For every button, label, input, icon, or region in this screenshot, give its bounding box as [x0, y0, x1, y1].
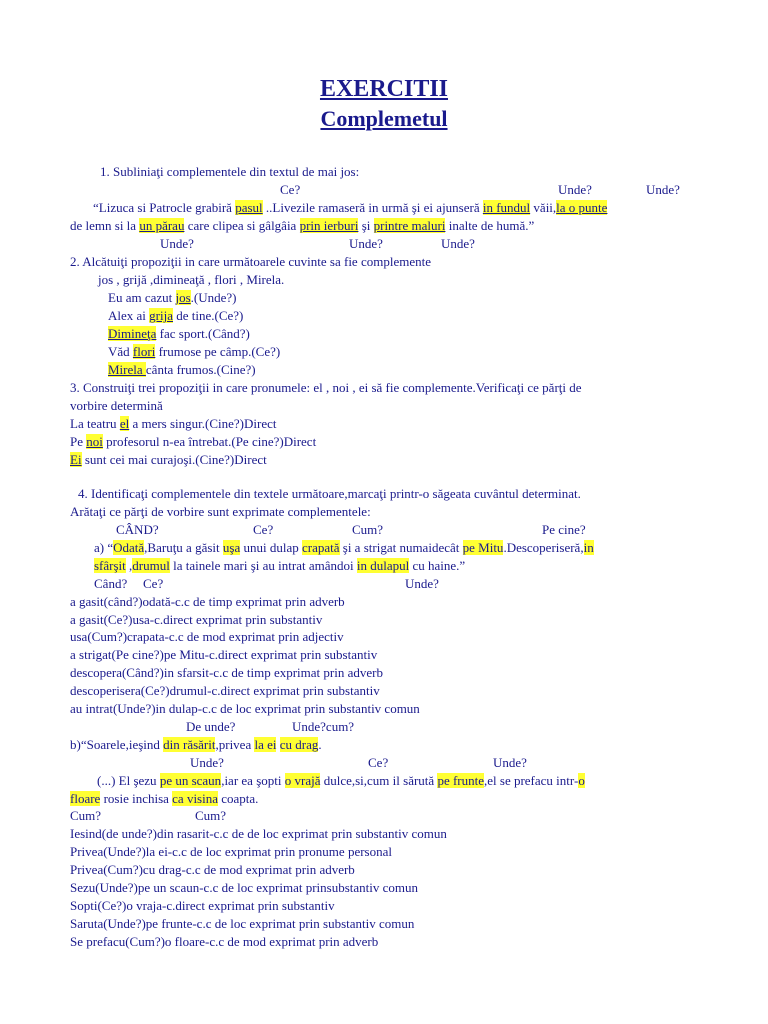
text-run: unui dulap: [240, 540, 302, 555]
question-label: Pe cine?: [542, 522, 586, 537]
text-run: dulce,si,cum il sărută: [320, 773, 438, 788]
highlighted-complement: drumul: [132, 558, 170, 573]
question-label: Unde?: [441, 236, 475, 251]
text-run: .: [318, 737, 322, 752]
highlighted-complement: uşa: [222, 540, 241, 555]
ex2-sentence: [108, 362, 256, 378]
question-label: Ce?: [280, 182, 301, 197]
question-label: Unde?: [646, 182, 680, 197]
ex2-instruction: 2. Alcătuiţi propoziţii in care următoarele cuvinte sa fie complemente: [70, 254, 431, 269]
answer-line: Privea(Unde?)la ei-c.c de loc exprimat prin pronume personal: [70, 844, 392, 859]
answer-line: Iesind(de unde?)din rasarit-c.c de de loc exprimat prin substantiv comun: [70, 826, 447, 841]
text-run: ,Baruţu a găsit: [144, 540, 223, 555]
highlighted-complement: sfârşit: [94, 558, 126, 573]
question-label: Când?: [94, 576, 128, 591]
ex2-sentence: [108, 344, 280, 360]
answer-line: a gasit(când?)odată-c.c de timp exprimat prin adverb: [70, 594, 345, 609]
highlighted-complement: jos: [175, 290, 191, 305]
ex1-text-line: [93, 200, 607, 216]
highlighted-complement: o: [578, 773, 585, 788]
text-run: Alex ai: [108, 308, 150, 323]
text-run: ..Livezile ramaseră in urmă şi ei ajunseră: [262, 200, 483, 215]
question-label: Unde?cum?: [292, 719, 355, 734]
text-run: fac sport.(Când?): [156, 326, 250, 341]
highlighted-complement: noi: [86, 434, 103, 449]
text-run: .Descoperiseră,: [503, 540, 584, 555]
ex2-sentence: [108, 290, 237, 306]
highlighted-complement: floare: [70, 791, 101, 806]
text-run: cânta frumos.(Cine?): [145, 362, 256, 377]
answer-line: descoperisera(Ce?)drumul-c.direct exprimat prin substantiv: [70, 683, 380, 698]
text-run: ,el se prefacu intr-: [484, 773, 579, 788]
text-run: la tainele mari şi au intrat amândoi: [169, 558, 357, 573]
ex4-text-line: [94, 540, 594, 556]
text-run: Eu am cazut: [108, 290, 176, 305]
ex4-text-line: [70, 737, 322, 753]
highlighted-complement: in: [583, 540, 594, 555]
ex4-text-line: [70, 791, 258, 807]
answer-line: Se prefacu(Cum?)o floare-c.c de mod exprimat prin adverb: [70, 934, 379, 949]
question-label: Ce?: [253, 522, 274, 537]
highlighted-complement: printre maluri: [373, 218, 446, 233]
text-run: rosie inchisa: [100, 791, 173, 806]
question-label: Cum?: [70, 808, 102, 823]
ex4-text-line: [94, 558, 465, 574]
question-label: De unde?: [186, 719, 236, 734]
answer-line: Sezu(Unde?)pe un scaun-c.c de loc exprimat prinsubstantiv comun: [70, 880, 418, 895]
text-run: profesorul n-ea întrebat.(Pe cine?)Direct: [102, 434, 317, 449]
text-run: a mers singur.(Cine?)Direct: [129, 416, 277, 431]
answer-line: a gasit(Ce?)usa-c.direct exprimat prin substantiv: [70, 612, 323, 627]
ex3-instruction: vorbire determină: [70, 398, 163, 413]
highlighted-complement: un părau: [139, 218, 185, 233]
highlighted-complement: in dulapul: [356, 558, 410, 573]
text-run: ,iar ea şopti: [221, 773, 285, 788]
text-run: Pe: [70, 434, 87, 449]
text-run: frumose pe câmp.(Ce?): [155, 344, 281, 359]
question-label: Cum?: [195, 808, 227, 823]
highlighted-complement: o vrajă: [284, 773, 321, 788]
question-label: Ce?: [143, 576, 164, 591]
highlighted-complement: prin ierburi: [299, 218, 359, 233]
answer-line: a strigat(Pe cine?)pe Mitu-c.direct exprimat prin substantiv: [70, 647, 378, 662]
ex3-sentence: [70, 452, 267, 468]
question-label: Unde?: [558, 182, 592, 197]
ex3-sentence: [70, 416, 277, 432]
ex4-instruction: Arătaţi ce părţi de vorbire sunt exprimate complementele:: [70, 504, 371, 519]
text-run: b)“Soarele,ieşind: [70, 737, 164, 752]
highlighted-complement: Mirela: [108, 362, 146, 377]
question-label: CÂND?: [116, 522, 159, 537]
highlighted-complement: el: [119, 416, 130, 431]
text-run: sunt cei mai curajoşi.(Cine?)Direct: [81, 452, 267, 467]
answer-line: Sopti(Ce?)o vraja-c.direct exprimat prin substantiv: [70, 898, 335, 913]
highlighted-complement: Odată: [113, 540, 145, 555]
text-run: cu haine.”: [409, 558, 466, 573]
text-run: Văd: [108, 344, 133, 359]
text-run: inalte de humă.”: [445, 218, 535, 233]
text-run: văii,: [530, 200, 557, 215]
highlighted-complement: Dimineţa: [108, 326, 157, 341]
highlighted-complement: grija: [149, 308, 173, 323]
text-run: şi: [358, 218, 374, 233]
highlighted-complement: din răsărit: [163, 737, 216, 752]
page-subtitle: Complemetul: [320, 106, 448, 131]
text-run: .(Unde?): [190, 290, 237, 305]
highlighted-complement: pe Mitu: [462, 540, 504, 555]
text-run: coapta.: [218, 791, 259, 806]
highlighted-complement: pe frunte: [437, 773, 484, 788]
ex4-text-line: [97, 773, 585, 789]
text-run: şi a strigat numaidecât: [339, 540, 463, 555]
ex3-instruction: 3. Construiţi trei propoziţii in care pronumele: el , noi , ei să fie complemente.Verificaţi ce părţi de: [70, 380, 582, 395]
text-run: La teatru: [70, 416, 120, 431]
text-run: de tine.(Ce?): [172, 308, 244, 323]
highlighted-complement: la ei: [254, 737, 277, 752]
highlighted-complement: in fundul: [482, 200, 531, 215]
question-label: Ce?: [368, 755, 389, 770]
text-run: “Lizuca si Patrocle grabiră: [93, 200, 236, 215]
text-run: ,privea: [215, 737, 255, 752]
answer-line: Saruta(Unde?)pe frunte-c.c de loc exprimat prin substantiv comun: [70, 916, 415, 931]
ex4-instruction: 4. Identificaţi complementele din textele următoare,marcaţi printr-o săgeata cuvântul determinat.: [78, 486, 581, 501]
question-label: Unde?: [190, 755, 224, 770]
ex2-sentence: [108, 326, 250, 342]
question-label: Cum?: [352, 522, 384, 537]
highlighted-complement: flori: [132, 344, 156, 359]
text-run: (...) El şezu: [97, 773, 160, 788]
answer-line: usa(Cum?)crapata-c.c de mod exprimat prin adjectiv: [70, 629, 344, 644]
question-label: Unde?: [160, 236, 194, 251]
text-run: ,: [125, 558, 133, 573]
answer-line: au intrat(Unde?)in dulap-c.c de loc exprimat prin substantiv comun: [70, 701, 420, 716]
highlighted-complement: pe un scaun: [159, 773, 222, 788]
highlighted-complement: crapată: [301, 540, 340, 555]
ex2-words: jos , grijă ,dimineaţă , flori , Mirela.: [98, 272, 285, 287]
ex2-sentence: [108, 308, 243, 324]
question-label: Unde?: [349, 236, 383, 251]
ex1-instruction: 1. Subliniaţi complementele din textul de mai jos:: [100, 164, 360, 179]
ex1-text-line: [70, 218, 534, 234]
question-label: Unde?: [493, 755, 527, 770]
highlighted-complement: pasul: [235, 200, 263, 215]
highlighted-complement: cu drag: [279, 737, 319, 752]
highlighted-complement: la o punte: [556, 200, 608, 215]
answer-line: Privea(Cum?)cu drag-c.c de mod exprimat prin adverb: [70, 862, 355, 877]
question-label: Unde?: [405, 576, 439, 591]
text-run: de lemn si la: [70, 218, 140, 233]
answer-line: descopera(Când?)in sfarsit-c.c de timp exprimat prin adverb: [70, 665, 383, 680]
highlighted-complement: ca visina: [172, 791, 218, 806]
text-run: care clipea si gâlgâia: [184, 218, 300, 233]
ex3-sentence: [70, 434, 316, 450]
highlighted-complement: Ei: [70, 452, 82, 467]
page-title: EXERCITII: [319, 76, 449, 102]
text-run: a) “: [94, 540, 114, 555]
